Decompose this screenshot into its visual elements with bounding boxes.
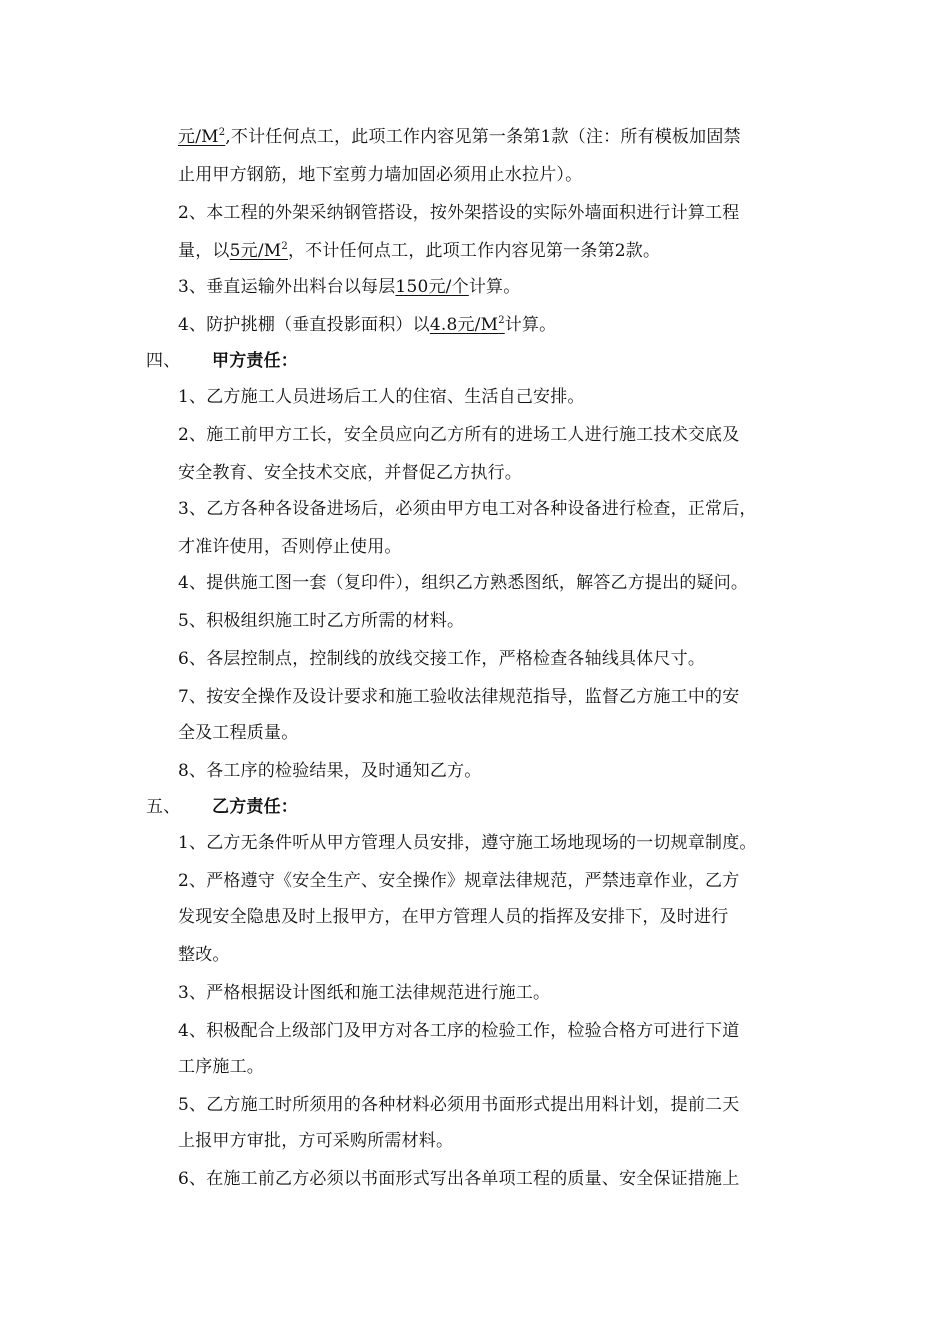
- paragraph-line: 止用甲方钢筋，地下室剪力墙加固必须用止水拉片）。: [178, 165, 583, 185]
- unit-price: 4.8元$/M^2$: [429, 315, 505, 335]
- list-item: 6、各层控制点，控制线的放线交接工作，严格检查各轴线具体尺寸。: [178, 649, 706, 669]
- list-item: 3、乙方各种各设备进场后，必须由甲方电工对各种设备进行检查，正常后，: [178, 499, 757, 519]
- list-item: 4、防护挑棚（垂直投影面积）以4.8元$/M^2$计算。: [178, 315, 557, 335]
- paragraph-line: 工序施工。: [178, 1057, 264, 1077]
- list-item: 3、严格根据设计图纸和施工法律规范进行施工。: [178, 983, 551, 1003]
- list-item: 6、在施工前乙方必须以书面形式写出各单项工程的质量、安全保证措施上: [178, 1169, 740, 1189]
- list-item: 5、乙方施工时所须用的各种材料必须用书面形式提出用料计划，提前二天: [178, 1095, 740, 1115]
- unit-price: 元$/M^2$: [178, 127, 226, 147]
- section-number: 五、: [146, 797, 181, 817]
- paragraph-line: 元$/M^2$,不计任何点工，此项工作内容见第一条第1款（注：所有模板加固禁: [178, 127, 741, 147]
- section-heading: [146, 350, 298, 372]
- list-item: 4、提供施工图一套（复印件），组织乙方熟悉图纸，解答乙方提出的疑问。: [178, 573, 749, 593]
- list-item: 7、按安全操作及设计要求和施工验收法律规范指导，监督乙方施工中的安: [178, 687, 740, 707]
- paragraph-line: 才准许使用，否则停止使用。: [178, 537, 402, 557]
- list-item: 5、积极组织施工时乙方所需的材料。: [178, 611, 465, 631]
- paragraph-line: 安全教育、安全技术交底，并督促乙方执行。: [178, 463, 522, 483]
- list-item: 1、乙方无条件听从甲方管理人员安排，遵守施工场地现场的一切规章制度。: [178, 833, 757, 853]
- paragraph-line: 发现安全隐患及时上报甲方，在甲方管理人员的指挥及安排下，及时进行: [178, 907, 729, 927]
- section-heading: [146, 796, 298, 818]
- list-item: 3、垂直运输外出料台以每层150元/个计算。: [178, 277, 521, 297]
- section-title: 乙方责任：: [212, 797, 298, 817]
- list-item: 2、本工程的外架采纳钢管搭设，按外架搭设的实际外墙面积进行计算工程: [178, 203, 740, 223]
- list-item: 2、严格遵守《安全生产、安全操作》规章法律规范，严禁违章作业，乙方: [178, 871, 740, 891]
- list-item: 8、各工序的检验结果，及时通知乙方。: [178, 761, 482, 781]
- list-item: 1、乙方施工人员进场后工人的住宿、生活自己安排。: [178, 387, 585, 407]
- section-title: 甲方责任：: [212, 351, 298, 371]
- section-number: 四、: [146, 351, 181, 371]
- paragraph-line: 上报甲方审批，方可采购所需材料。: [178, 1131, 454, 1151]
- list-item: 2、施工前甲方工长，安全员应向乙方所有的进场工人进行施工技术交底及: [178, 425, 740, 445]
- paragraph-line: 量，以5元$/M^2$，不计任何点工，此项工作内容见第一条第2款。: [178, 241, 661, 261]
- list-item: 4、积极配合上级部门及甲方对各工序的检验工作，检验合格方可进行下道: [178, 1021, 740, 1041]
- paragraph-line: 整改。: [178, 945, 230, 965]
- unit-price: 5元$/M^2$: [229, 241, 288, 261]
- unit-price: 150元/个: [395, 277, 469, 297]
- paragraph-line: 全及工程质量。: [178, 723, 299, 743]
